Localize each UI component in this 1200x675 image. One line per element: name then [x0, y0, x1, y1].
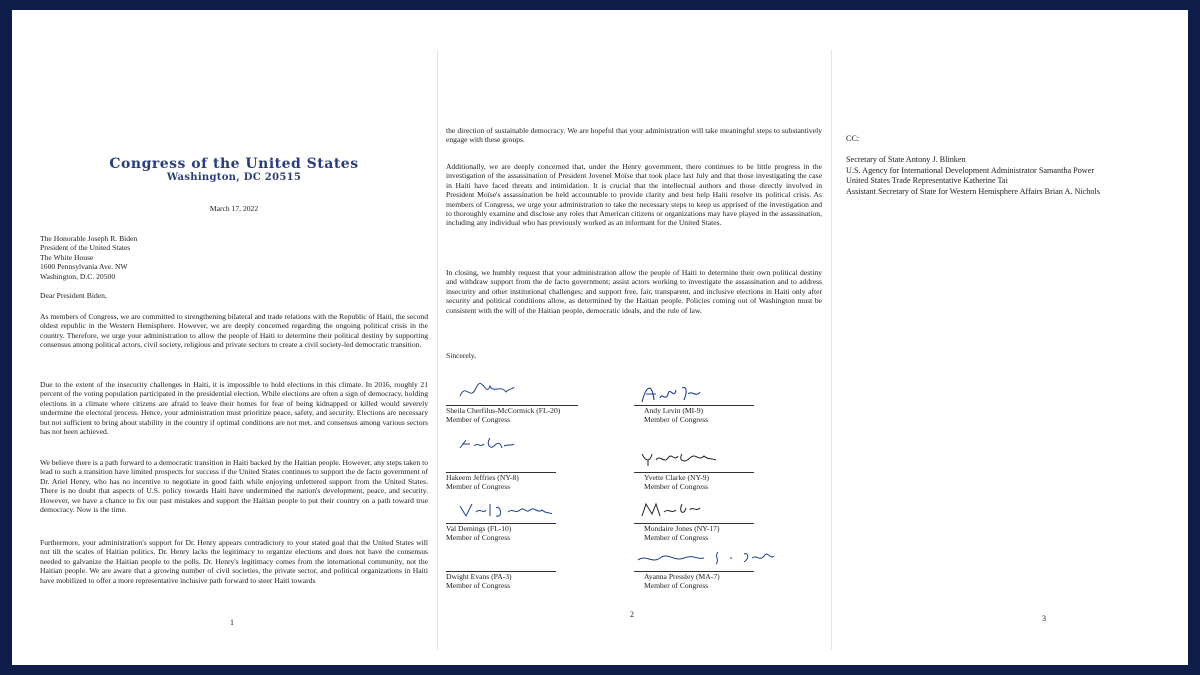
signature-demings — [456, 500, 556, 522]
paragraph: In closing, we humbly request that your administration allow the people of Haiti to determine their own political destiny and withdraw support from the de facto government; assist actors working to investigate the assassination and to address insecurity and other institutional challenges; and support free, fair, transparent, and inclusive elections in Haiti only after security and political conditions allow, as determined by the Haitian people. Policies coming out of Washington must be consistent with the will of the Haitian people, democratic ideals, and the rule of law. — [446, 268, 822, 315]
signature-pressley — [634, 546, 776, 568]
paragraph: Additionally, we are deeply concerned that, under the Henry government, there continues to be little progress in the investigation of the assassination of President Jovenel Moïse that took place last July and that those investigating the case in Haiti have faced threats and intimidation. It is crucial that the intellectual authors and those directly involved in President Moïse's assassination be held accountable to provide clarity and best help Haiti resolve its political crisis. As members of Congress, we urge your administration to take the necessary steps to keep us apprised of the investigation and to thoroughly examine and disclose any roles that American citizens or organizations may have played in the assassination, including any individual who has previously worked as an informant for the United States. — [446, 162, 822, 228]
paragraph: Due to the extent of the insecurity challenges in Haiti, it is impossible to hold elections in this climate. In 2016, roughly 21 percent of the voting population participated in the presidential election. While elections are often a sign of democracy, holding elections in a climate where citizens are afraid to leave their homes for fear of being kidnapped or killed would severely undermine the electoral process. Hence, your administration must prioritize peace, safety, and security. Elections are necessary but not sufficient to bring about stability in the country if optimal conditions are not met, and consensus among various sectors has not been achieved. — [40, 380, 428, 437]
address-line: The Honorable Joseph R. Biden — [40, 234, 138, 243]
cc-recipient: United States Trade Representative Katherine Tai — [846, 176, 1008, 185]
letter-date: March 17, 2022 — [209, 204, 259, 213]
closing: Sincerely, — [446, 351, 477, 360]
letter-page-2 — [446, 20, 822, 660]
page-number: 2 — [630, 610, 634, 619]
signatory-title: Member of Congress — [644, 533, 709, 542]
signatory-title: Member of Congress — [446, 533, 511, 542]
cc-recipient: U.S. Agency for International Development Administrator Samantha Power — [846, 165, 1095, 175]
signatory-title: Member of Congress — [446, 482, 511, 491]
cc-recipient: Assistant Secretary of State for Western Hemisphere Affairs Brian A. Nichols — [846, 186, 1100, 196]
signature-clarke — [638, 448, 718, 468]
signatory-name: Dwight Evans (PA-3) — [446, 572, 512, 581]
signature-jones — [638, 498, 704, 522]
page-divider — [437, 50, 438, 650]
letterhead-subtitle: Washington, DC 20515 — [166, 172, 302, 183]
document-frame — [12, 10, 1188, 665]
signatory-name: Andy Levin (MI-9) — [644, 406, 704, 415]
signatory-title: Member of Congress — [446, 581, 511, 590]
paragraph: Furthermore, your administration's support for Dr. Henry appears contradictory to your stated goal that the United States will not tilt the scales of Haitian politics. Dr. Henry lacks the legitimacy to organize elections and does not have the consensus needed to galvanize the Haitian people to the polls. Dr. Henry's legitimacy comes from the international community, not the Haitian people. We are aware that a growing number of civil societies, the private sector, and political organizations in Haiti have mobilized to offer a more representative inclusive path forward to steer Haiti towards — [40, 538, 428, 585]
letter-page-3 — [840, 20, 1176, 660]
paragraph: the direction of sustainable democracy. We are hopeful that your administration will take meaningful steps to substantively engage with these groups. — [446, 126, 822, 145]
letter-page-1 — [40, 20, 428, 660]
address-block — [40, 234, 428, 281]
cc-list — [846, 155, 1100, 197]
page-number: 1 — [230, 618, 234, 627]
signature-levin — [638, 380, 704, 406]
signatory-title: Member of Congress — [446, 415, 511, 424]
signatory-name: Val Demings (FL-10) — [446, 524, 512, 533]
salutation: Dear President Biden, — [40, 291, 107, 300]
signature-jeffries — [456, 434, 516, 454]
address-line: President of the United States — [40, 243, 131, 253]
signatory-name: Mondaire Jones (NY-17) — [644, 524, 720, 533]
page-divider — [831, 50, 832, 650]
address-line: 1600 Pennsylvania Ave. NW — [40, 262, 128, 272]
cc-recipient: Secretary of State Antony J. Blinken — [846, 155, 966, 164]
signatory-title: Member of Congress — [644, 581, 709, 590]
signatory-title: Member of Congress — [644, 482, 709, 491]
letterhead-title: Congress of the United States — [109, 156, 359, 172]
address-line: The White House — [40, 252, 94, 262]
paragraph: As members of Congress, we are committed to strengthening bilateral and trade relations with the Republic of Haiti, the second oldest republic in the Western Hemisphere. However, we are deeply concerned regarding the ongoing political crisis in the country. Therefore, we urge your administration to allow the people of Haiti to determine their political destiny by supporting consensus among political actors, civil society, religious and private sectors to create a civil society-led democratic transition. — [40, 312, 428, 350]
paragraph: We believe there is a path forward to a democratic transition in Haiti backed by the Haitian people. However, any steps taken to lead to such a transition have limited prospects for success if the United States continues to support the de facto government of Dr. Ariel Henry, who has no incentive to negotiate in good faith while enjoying unfettered support from the United States. There is no doubt that aspects of U.S. policy towards Haiti have undermined the nation's development, peace, and security. However, we have a chance to fix our past mistakes and support the Haitian people to put their country on a path toward true democracy. Now is the time. — [40, 458, 428, 515]
signatory-name: Yvette Clarke (NY-9) — [644, 473, 710, 482]
signature-cherfilus-mccormick — [456, 378, 516, 404]
signatory-name: Hakeem Jeffries (NY-8) — [446, 473, 519, 482]
page-number: 3 — [1042, 614, 1046, 623]
cc-label: CC: — [846, 134, 860, 143]
signatory-name: Sheila Cherfilus-McCormick (FL-20) — [446, 406, 561, 415]
signatory-title: Member of Congress — [644, 415, 709, 424]
letterhead — [40, 156, 428, 183]
address-line: Washington, D.C. 20500 — [40, 271, 116, 281]
signatory-name: Ayanna Pressley (MA-7) — [644, 572, 720, 581]
